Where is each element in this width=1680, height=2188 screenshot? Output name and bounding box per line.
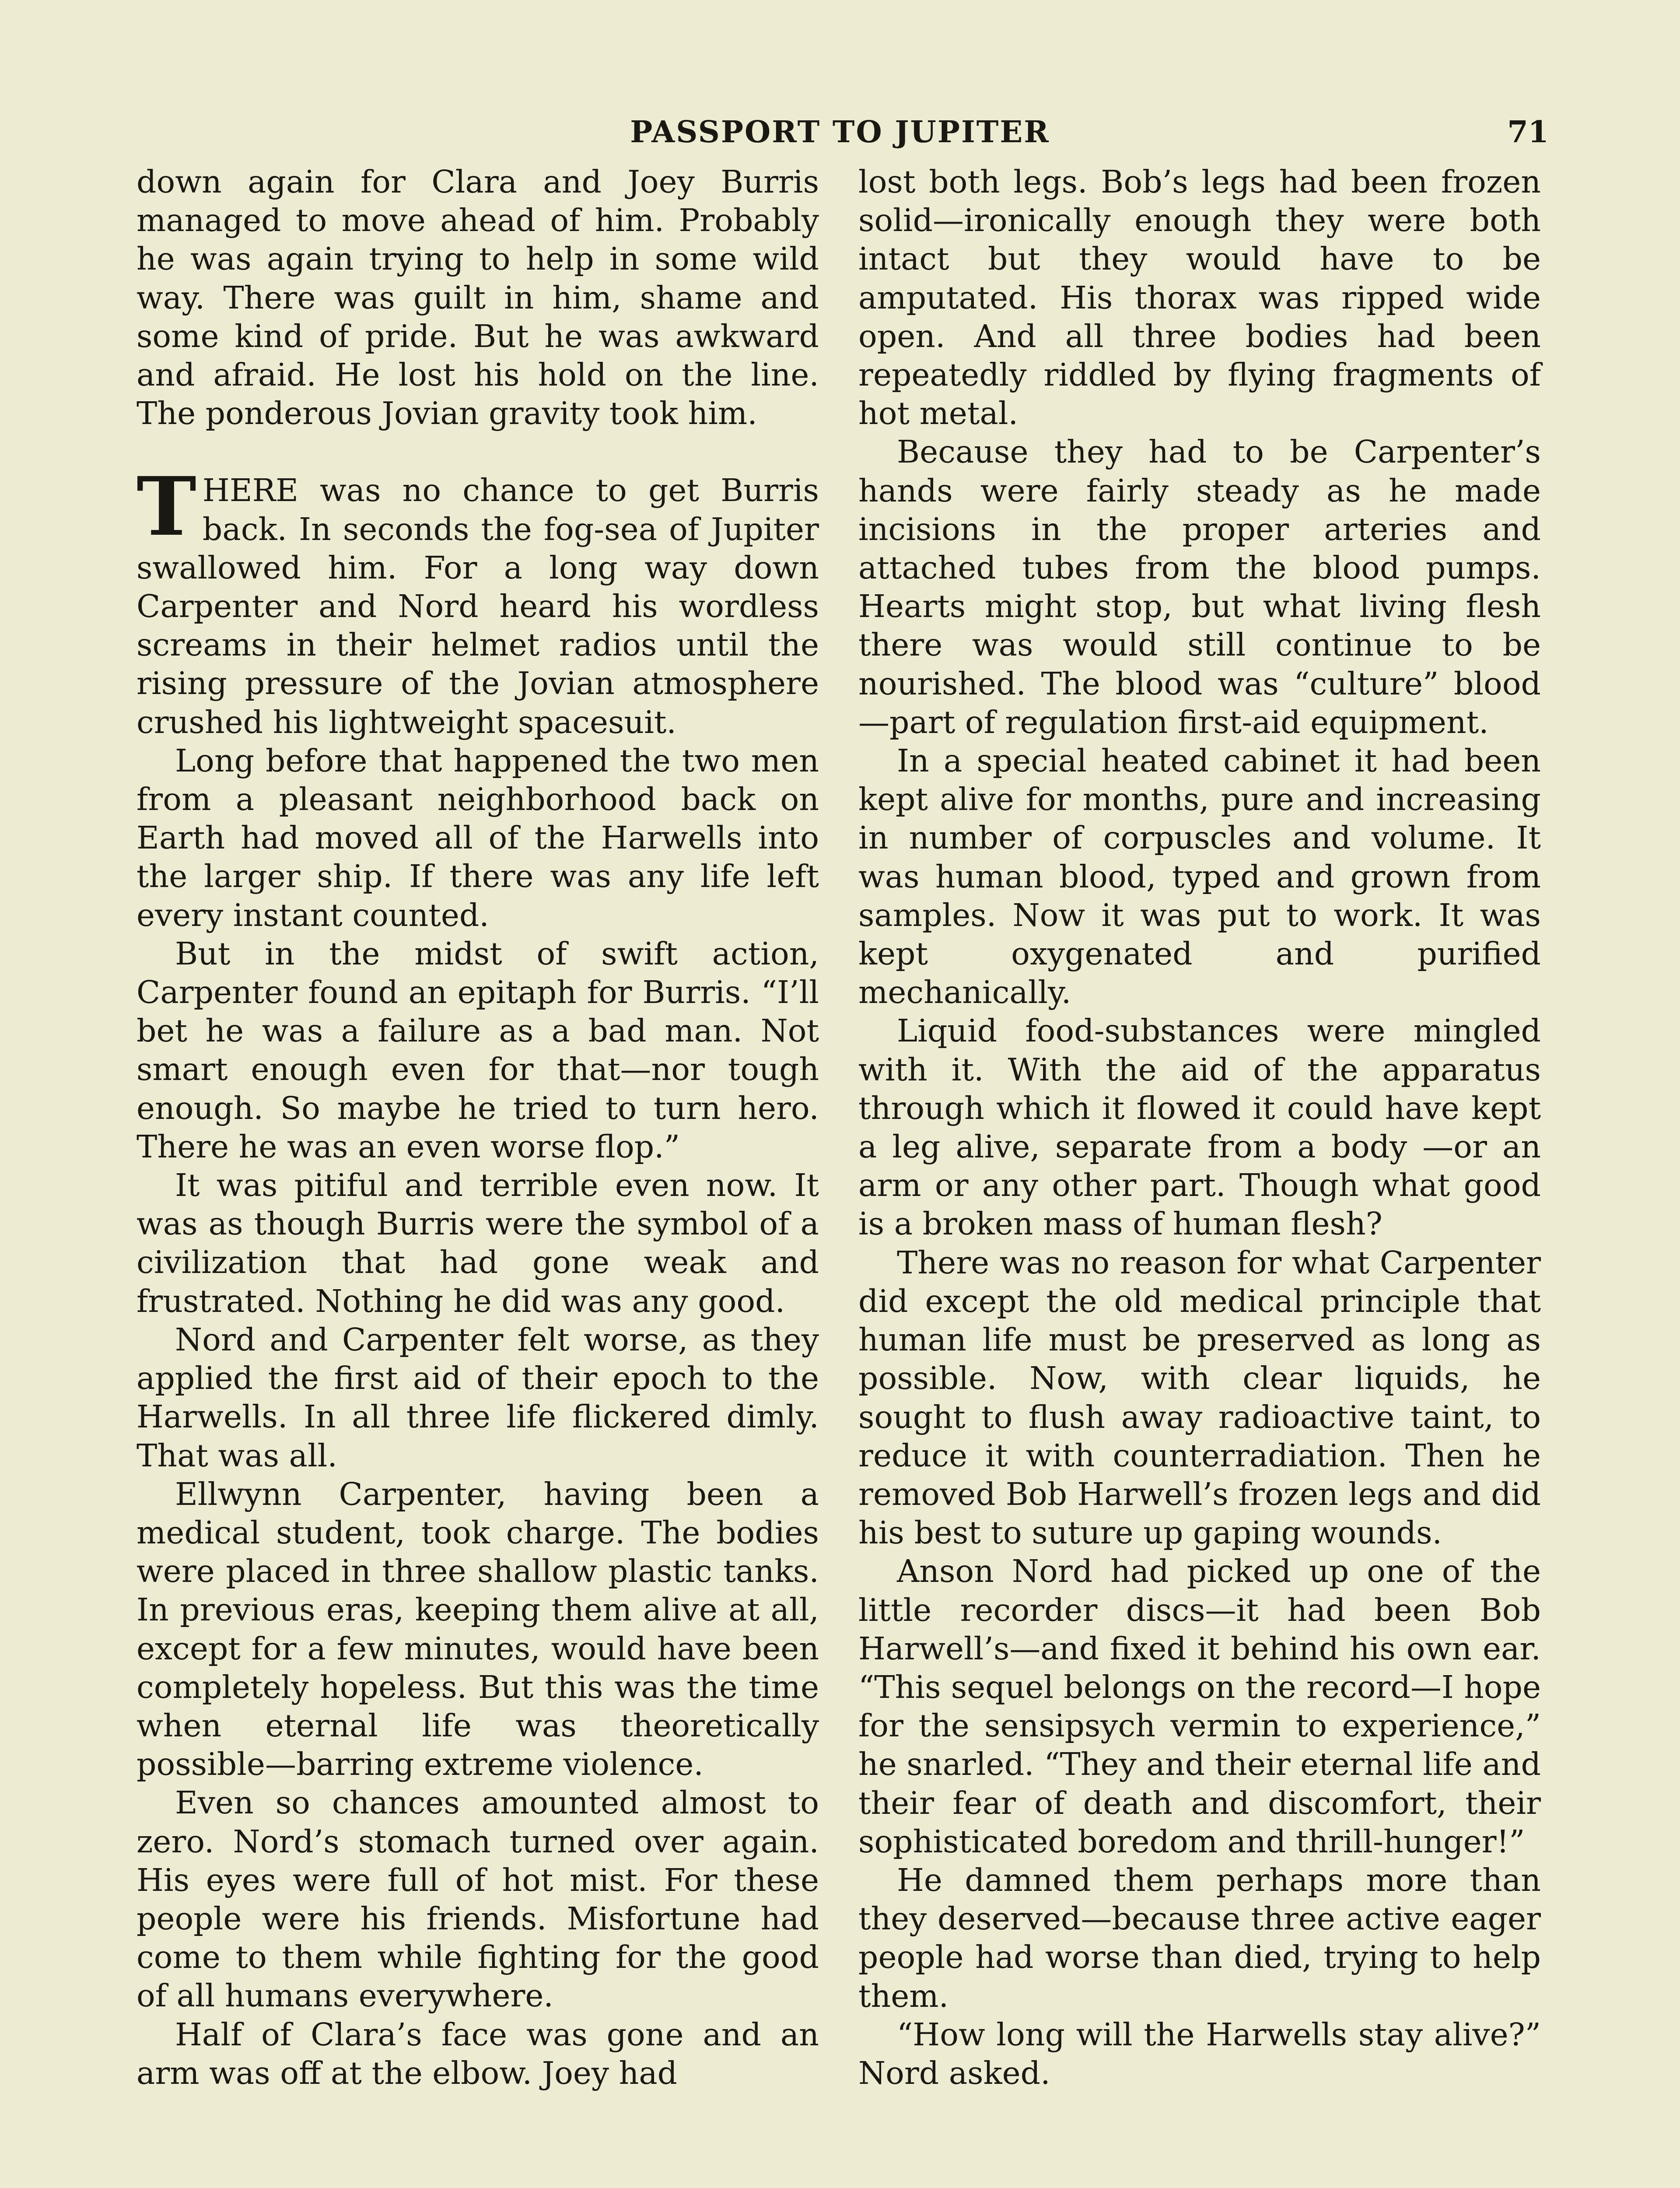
paragraph: In a special heated cabinet it had been kept alive for months, pure and increasing in number of corpuscles and volume. It was human blood, typed and grown from samples. Now it was put to work. It was kept oxygenated and purified mechanically. bbox=[858, 743, 1541, 1011]
paragraph: Liquid food-substances were mingled with it. With the aid of the apparatus through which it flowed it could have kept a leg alive, separate from a body —or an arm or any other part. Though what good is a broken mass of human flesh? bbox=[858, 1013, 1541, 1242]
paragraph: There was no reason for what Carpenter did except the old medical principle that human life must be preserved as long as possible. Now, with clear liquids, he sought to flush away radioactive taint, to reduce it with counterradiation. Then he removed Bob Harwell’s frozen legs and did his best to suture up gaping wounds. bbox=[858, 1244, 1541, 1551]
page-number: 71 bbox=[1507, 115, 1549, 150]
paragraph-text: HERE was no chance to get Burris back. In seconds the fog-sea of Jupiter swallowed him. For a long way down Carpenter and Nord heard his wordless screams in their helmet radios until the rising pressure of the Jovian atmosphere crushed his lightweight spacesuit. bbox=[136, 472, 819, 740]
paragraph: Anson Nord had picked up one of the little recorder discs—it had been Bob Harwell’s—and fixed it behind his own ear. “This sequel belongs on the record—I hope for the sensipsych vermin to experience,” he snarled. “They and their eternal life and their fear of death and discomfort, their sophisticated boredom and thrill-hunger!” bbox=[858, 1553, 1541, 1860]
paragraph: Nord and Carpenter felt worse, as they applied the first aid of their epoch to the Harwells. In all three life flickered dimly. That was all. bbox=[136, 1321, 819, 1474]
section-opening-paragraph bbox=[136, 459, 819, 741]
right-column bbox=[858, 163, 1541, 2093]
paragraph: Long before that happened the two men from a pleasant neighborhood back on Earth had moved all of the Harwells into the larger ship. If there was any life left every instant counted. bbox=[136, 742, 819, 933]
paragraph: lost both legs. Bob’s legs had been frozen solid—ironically enough they were both intact but they would have to be amputated. His thorax was ripped wide open. And all three bodies had been repeatedly riddled by flying fragments of hot metal. bbox=[858, 164, 1541, 432]
left-column bbox=[136, 163, 819, 2093]
running-head bbox=[131, 115, 1549, 163]
paragraph: Ellwynn Carpenter, having been a medical student, took charge. The bodies were placed in three shallow plastic tanks. In previous eras, keeping them alive at all, except for a few minutes, would have been completely hopeless. But this was the time when eternal life was theoretically possible—barring extreme violence. bbox=[136, 1476, 819, 1783]
paragraph: But in the midst of swift action, Carpenter found an epitaph for Burris. “I’ll bet he was a failure as a bad man. Not smart enough even for that—nor tough enough. So maybe he tried to turn hero. There he was an even worse flop.” bbox=[136, 935, 819, 1165]
paragraph: Even so chances amounted almost to zero. Nord’s stomach turned over again. His eyes were full of hot mist. For these people were his friends. Misfortune had come to them while fighting for the good of all humans everywhere. bbox=[136, 1785, 819, 2014]
paragraph: Half of Clara’s face was gone and an arm was off at the elbow. Joey had bbox=[136, 2016, 819, 2091]
paragraph: Because they had to be Carpenter’s hands were fairly steady as he made incisions in the proper arteries and attached tubes from the blood pumps. Hearts might stop, but what living flesh there was would still continue to be nourished. The blood was “culture” blood—part of regulation first-aid equipment. bbox=[858, 434, 1541, 740]
paragraph: He damned them perhaps more than they deserved—because three active eager people had worse than died, trying to help them. bbox=[858, 1862, 1541, 2014]
running-title: PASSPORT TO JUPITER bbox=[630, 115, 1050, 150]
drop-cap: T bbox=[136, 459, 196, 554]
paragraph: down again for Clara and Joey Burris managed to move ahead of him. Probably he was again trying to help in some wild way. There was guilt in him, shame and some kind of pride. But he was awkward and afraid. He lost his hold on the line. The ponderous Jovian gravity took him. bbox=[136, 164, 819, 432]
paragraph: “How long will the Harwells stay alive?” Nord asked. bbox=[858, 2016, 1541, 2091]
paragraph: It was pitiful and terrible even now. It was as though Burris were the symbol of a civilization that had gone weak and frustrated. Nothing he did was any good. bbox=[136, 1167, 819, 1319]
